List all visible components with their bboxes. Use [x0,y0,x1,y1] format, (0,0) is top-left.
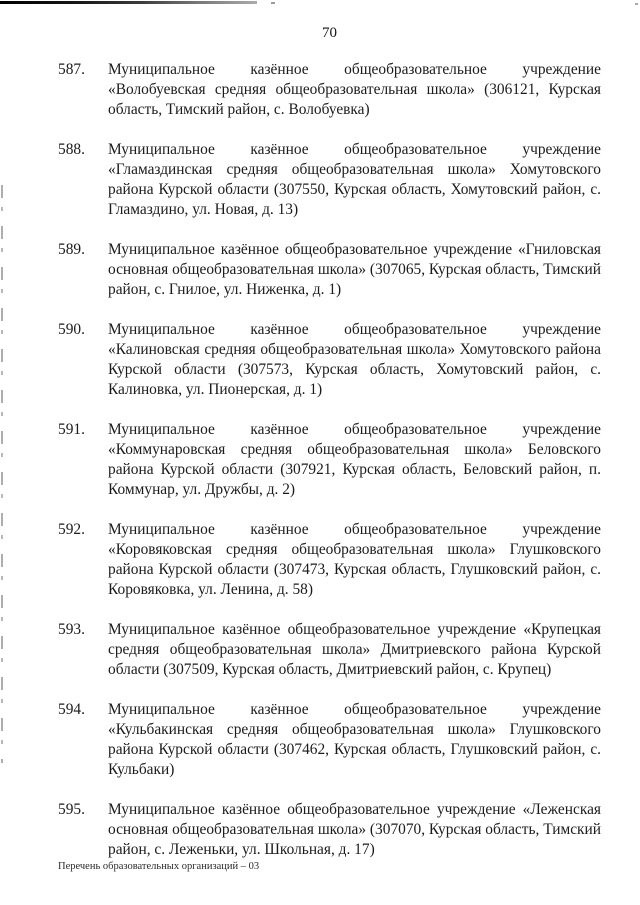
item-text: Муниципальное казённое общеобразовательное учреждение «Гниловская основная общеобразовательная школа» (307065, Курская область, Тимский район, с. Гнилое, ул. Ниженка, д. 1) [108,241,601,298]
list-item [58,520,601,600]
scan-artifact-dot [271,2,275,4]
item-text: Муниципальное казённое общеобразовательное учреждение «Калиновская средняя общеобразовательная школа» Хомутовского района Курской области (307573, Курская область, Хомутовский район, с. Калиновка, ул. Пионерская, д. 1) [108,321,601,398]
item-text: Муниципальное казённое общеобразовательное учреждение «Волобуевская средняя общеобразовательная школа» (306121, Курская область, Тимский район, с. Волобуевка) [108,61,601,118]
item-number: 591. [58,421,85,438]
item-text: Муниципальное казённое общеобразовательное учреждение «Кульбакинская средняя общеобразовательная школа» Глушковского района Курской области (307462, Курская область, Глушковский район, с. Кульбаки) [108,701,601,778]
scan-artifact-left-dashes [1,185,3,763]
item-number: 592. [58,521,85,538]
item-number: 595. [58,801,85,818]
org-list [58,60,601,860]
item-number: 588. [58,141,85,158]
item-text: Муниципальное казённое общеобразовательное учреждение «Леженская основная общеобразовательная школа» (307070, Курская область, Тимский район, с. Леженьки, ул. Школьная, д. 17) [108,801,601,858]
footer-label: Перечень образовательных организаций – 03 [58,861,260,872]
list-item [58,140,601,220]
list-item [58,60,601,120]
scan-artifact-top-bar [0,1,257,4]
page-number: 70 [322,25,337,41]
item-number: 590. [58,321,85,338]
item-number: 594. [58,701,85,718]
list-item [58,700,601,780]
item-text: Муниципальное казённое общеобразовательное учреждение «Коммунаровская средняя общеобразовательная школа» Беловского района Курской области (307921, Курская область, Беловский район, п. Коммунар, ул. Дружбы, д. 2) [108,421,601,498]
list-item [58,620,601,680]
item-number: 589. [58,241,85,258]
list-item [58,800,601,860]
item-number: 587. [58,61,85,78]
list-item [58,320,601,400]
list-item [58,420,601,500]
scan-artifact-dot [635,3,638,5]
item-text: Муниципальное казённое общеобразовательное учреждение «Гламаздинская средняя общеобразовательная школа» Хомутовского района Курской области (307550, Курская область, Хомутовский район, с. Гламаздино, ул. Новая, д. 13) [108,141,601,218]
item-number: 593. [58,621,85,638]
item-text: Муниципальное казённое общеобразовательное учреждение «Коровяковская средняя общеобразовательная школа» Глушковского района Курской области (307473, Курская область, Глушковский район, с. Коровяковка, ул. Ленина, д. 58) [108,521,601,598]
item-text: Муниципальное казённое общеобразовательное учреждение «Крупецкая средняя общеобразовательная школа» Дмитриевского района Курской области (307509, Курская область, Дмитриевский район, с. Крупец) [108,621,601,678]
list-item [58,240,601,300]
